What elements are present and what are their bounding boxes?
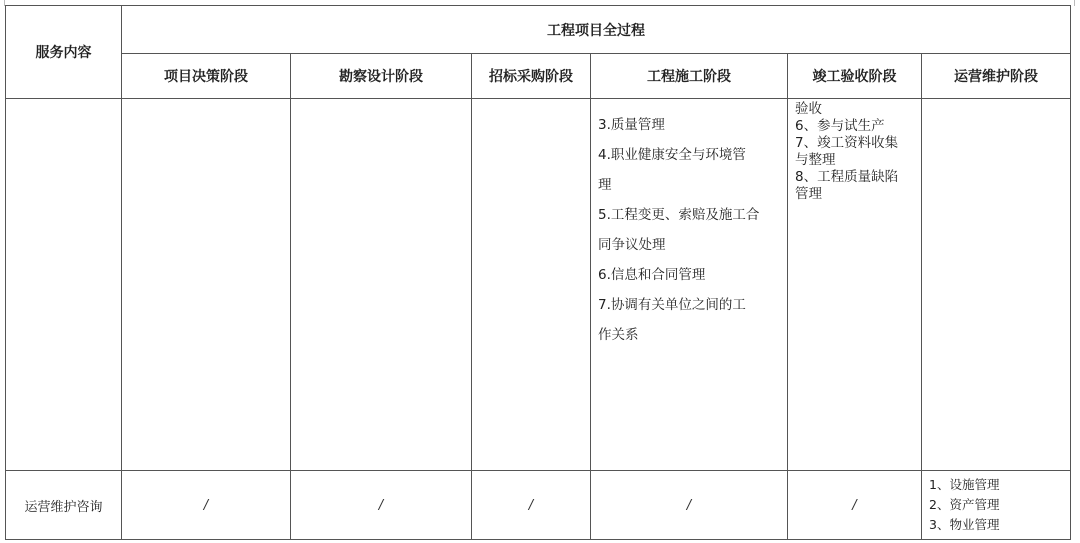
- stage-header: 运营维护阶段: [922, 54, 1071, 99]
- acceptance-stage-cell: [788, 99, 922, 471]
- crop-mark-right: [1074, 0, 1076, 6]
- ops-items-cell: [922, 471, 1071, 540]
- construction-line: 4.职业健康安全与环境管: [598, 147, 746, 163]
- construction-line: 理: [598, 177, 612, 193]
- construction-line: 3.质量管理: [598, 117, 665, 133]
- header-row-top: [6, 6, 1071, 54]
- table-cell: [291, 99, 472, 471]
- table-row: [6, 99, 1071, 471]
- stage-header: 勘察设计阶段: [291, 54, 472, 99]
- acceptance-line: 管理: [795, 186, 822, 202]
- table-cell: [922, 99, 1071, 471]
- project-lifecycle-header: 工程项目全过程: [122, 6, 1071, 54]
- empty-slash: /: [122, 471, 291, 540]
- stage-header: 项目决策阶段: [122, 54, 291, 99]
- acceptance-line: 6、参与试生产: [795, 118, 885, 134]
- empty-slash: /: [291, 471, 472, 540]
- acceptance-line: 8、工程质量缺陷: [795, 169, 899, 185]
- acceptance-line: 与整理: [795, 152, 836, 168]
- acceptance-line: 验收: [795, 101, 822, 117]
- empty-slash: /: [591, 471, 788, 540]
- stage-header: 招标采购阶段: [472, 54, 591, 99]
- service-table: [5, 5, 1071, 540]
- table-cell: [472, 99, 591, 471]
- table-row: [6, 471, 1071, 540]
- empty-slash: /: [472, 471, 591, 540]
- ops-item: 2、资产管理: [929, 497, 1000, 512]
- construction-line: 7.协调有关单位之间的工: [598, 297, 746, 313]
- service-content-header: 服务内容: [6, 6, 122, 99]
- stage-header: 工程施工阶段: [591, 54, 788, 99]
- table-cell: [6, 99, 122, 471]
- ops-item: 3、物业管理: [929, 517, 1000, 532]
- construction-line: 同争议处理: [598, 237, 666, 253]
- construction-line: 6.信息和合同管理: [598, 267, 706, 283]
- construction-line: 5.工程变更、索赔及施工合: [598, 207, 760, 223]
- construction-line: 作关系: [598, 327, 639, 343]
- stage-header: 竣工验收阶段: [788, 54, 922, 99]
- empty-slash: /: [788, 471, 922, 540]
- construction-stage-cell: [591, 99, 788, 471]
- ops-item: 1、设施管理: [929, 477, 1000, 492]
- ops-row-label: 运营维护咨询: [6, 471, 122, 540]
- table-cell: [122, 99, 291, 471]
- acceptance-line: 7、竣工资料收集: [795, 135, 899, 151]
- header-row-stages: [6, 54, 1071, 99]
